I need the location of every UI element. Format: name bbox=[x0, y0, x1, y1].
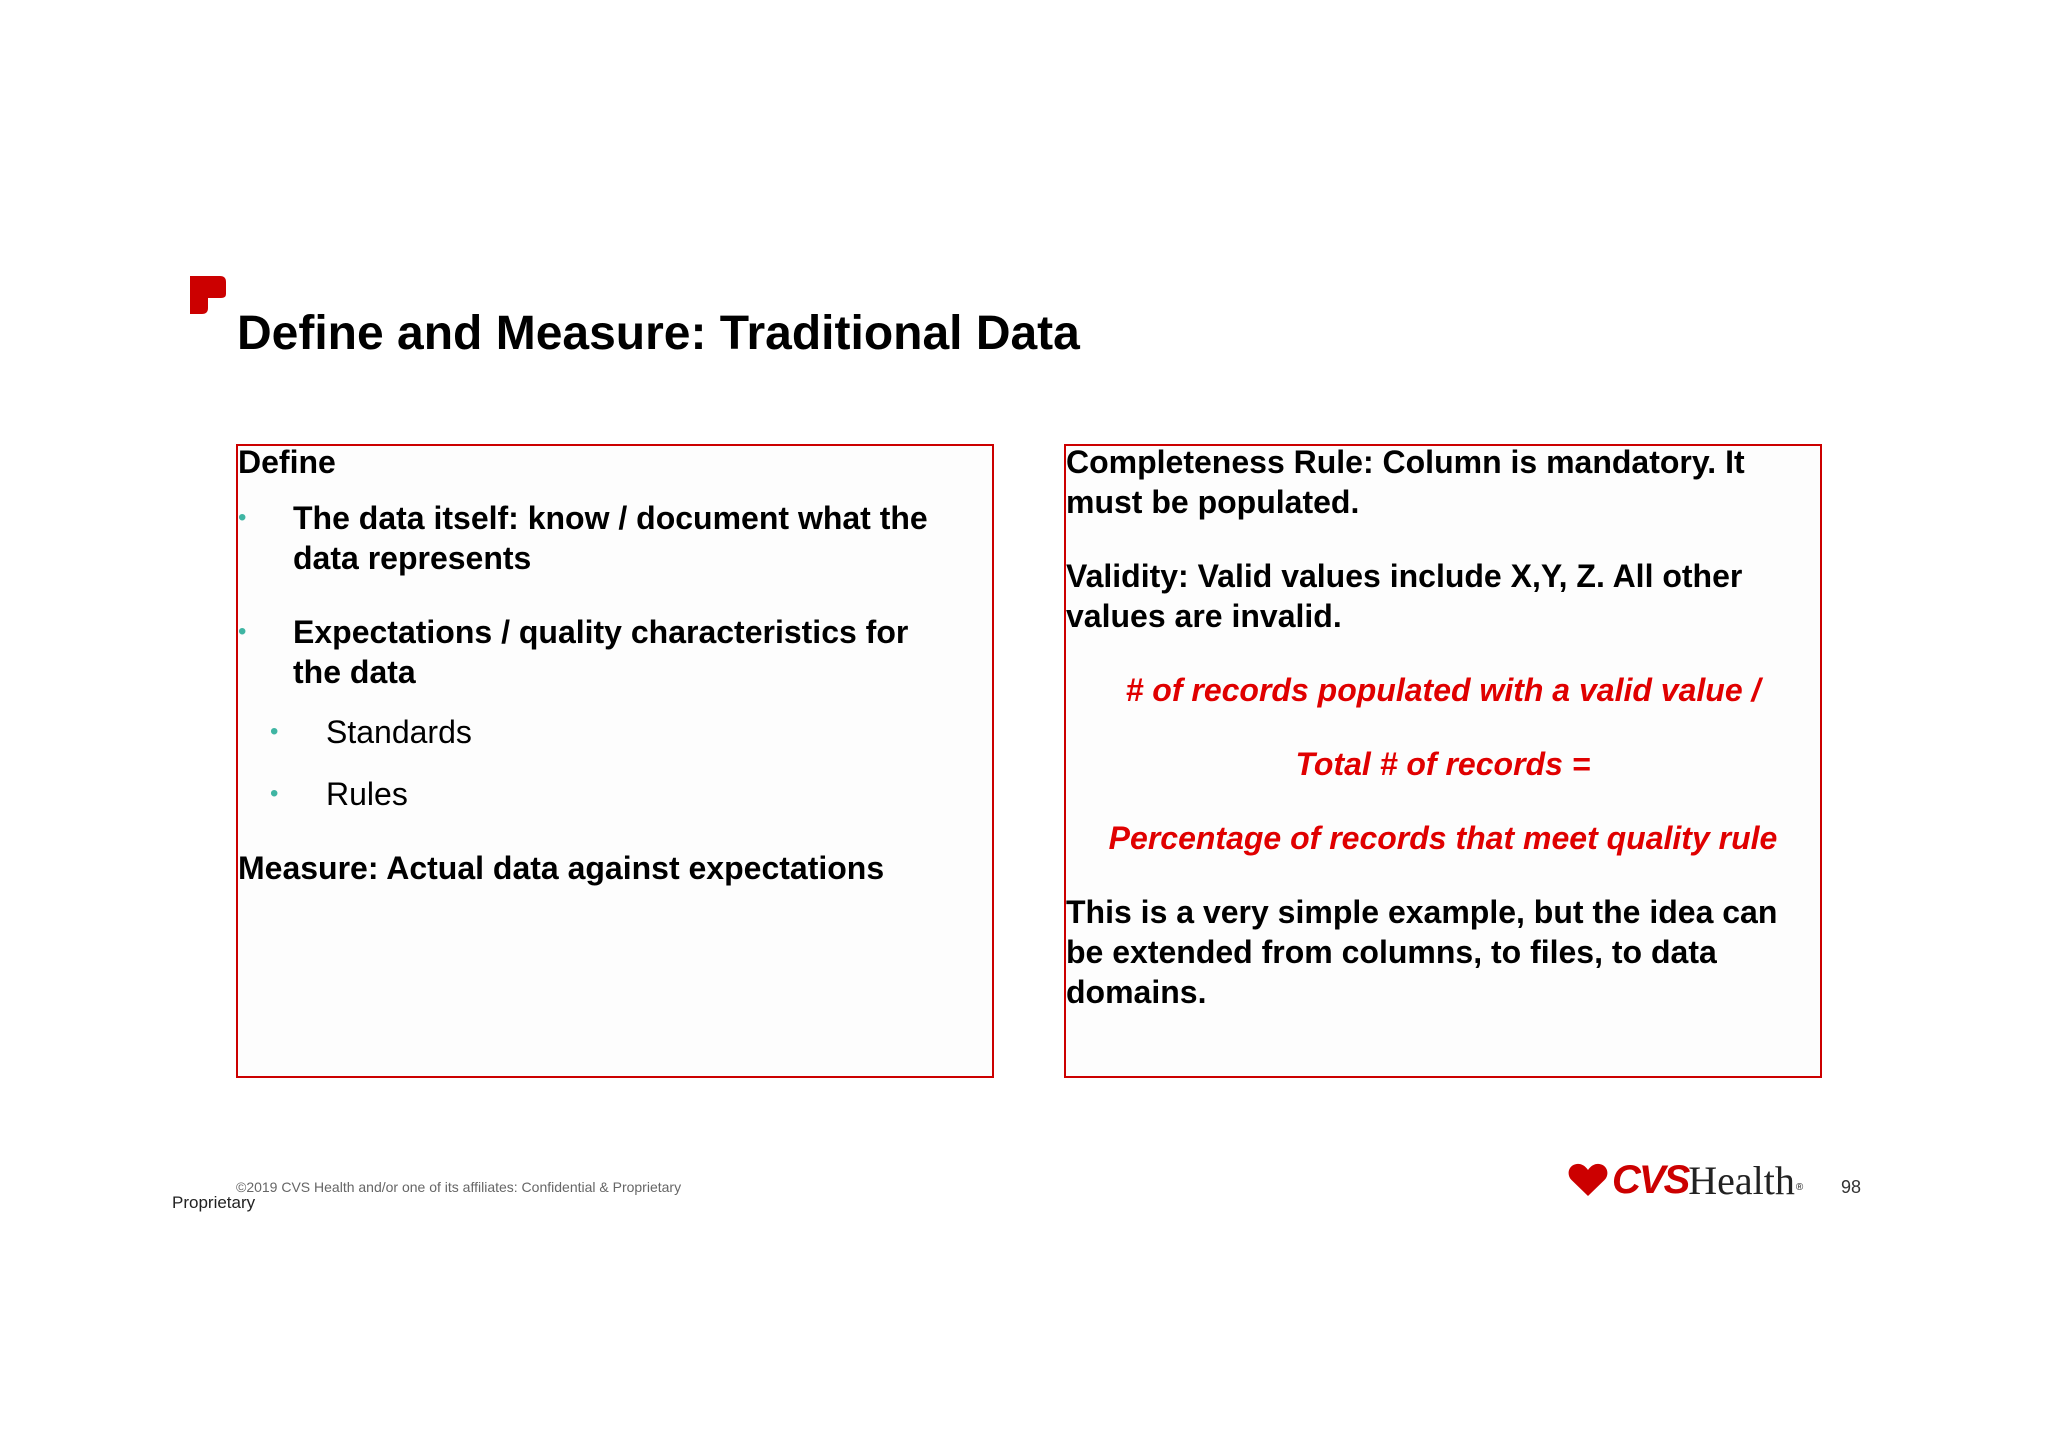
slide-title: Define and Measure: Traditional Data bbox=[237, 307, 1080, 360]
logo-health-text: Health bbox=[1688, 1157, 1795, 1203]
logo-registered-mark: ® bbox=[1795, 1182, 1804, 1193]
example-note-line3: domains. bbox=[1066, 974, 1207, 1010]
formula-denominator: Total # of records = bbox=[1295, 746, 1591, 782]
define-heading: Define bbox=[238, 444, 336, 480]
heart-icon bbox=[1568, 1163, 1608, 1197]
example-note-line1: This is a very simple example, but the idea can bbox=[1066, 894, 1778, 930]
validity-rule-line1: Validity: Valid values include X,Y, Z. All other bbox=[1066, 558, 1743, 594]
classification-label: Proprietary bbox=[172, 1193, 256, 1212]
sub-bullet-rules: Rules bbox=[326, 776, 408, 812]
formula-result: Percentage of records that meet quality rule bbox=[1108, 820, 1778, 856]
define-panel bbox=[236, 444, 994, 1078]
copyright-notice: ©2019 CVS Health and/or one of its affiliates: Confidential & Proprietary bbox=[236, 1179, 682, 1195]
sub-bullet-dot: • bbox=[270, 780, 279, 807]
sub-bullet-standards: Standards bbox=[326, 714, 472, 750]
bullet-dot: • bbox=[238, 504, 247, 531]
sub-bullet-dot: • bbox=[270, 718, 279, 745]
bullet-expectations-line1: Expectations / quality characteristics for bbox=[293, 614, 909, 650]
validity-rule-line2: values are invalid. bbox=[1066, 598, 1342, 634]
measure-example-panel bbox=[1064, 444, 1822, 1078]
measure-text: Measure: Actual data against expectations bbox=[238, 850, 885, 886]
page-number: 98 bbox=[1841, 1177, 1862, 1197]
bullet-data-itself-line2: data represents bbox=[293, 540, 532, 576]
example-note-line2: be extended from columns, to files, to data bbox=[1066, 934, 1717, 970]
corner-accent-mark bbox=[190, 276, 226, 314]
bullet-expectations-line2: the data bbox=[293, 654, 416, 690]
cvs-health-logo bbox=[1568, 1158, 1803, 1202]
completeness-rule-line1: Completeness Rule: Column is mandatory. It bbox=[1066, 444, 1745, 480]
bullet-dot: • bbox=[238, 618, 247, 645]
logo-cvs-text: CVS bbox=[1612, 1157, 1689, 1202]
bullet-data-itself-line1: The data itself: know / document what the bbox=[293, 500, 928, 536]
formula-numerator: # of records populated with a valid value / bbox=[1125, 672, 1761, 708]
completeness-rule-line2: must be populated. bbox=[1066, 484, 1360, 520]
